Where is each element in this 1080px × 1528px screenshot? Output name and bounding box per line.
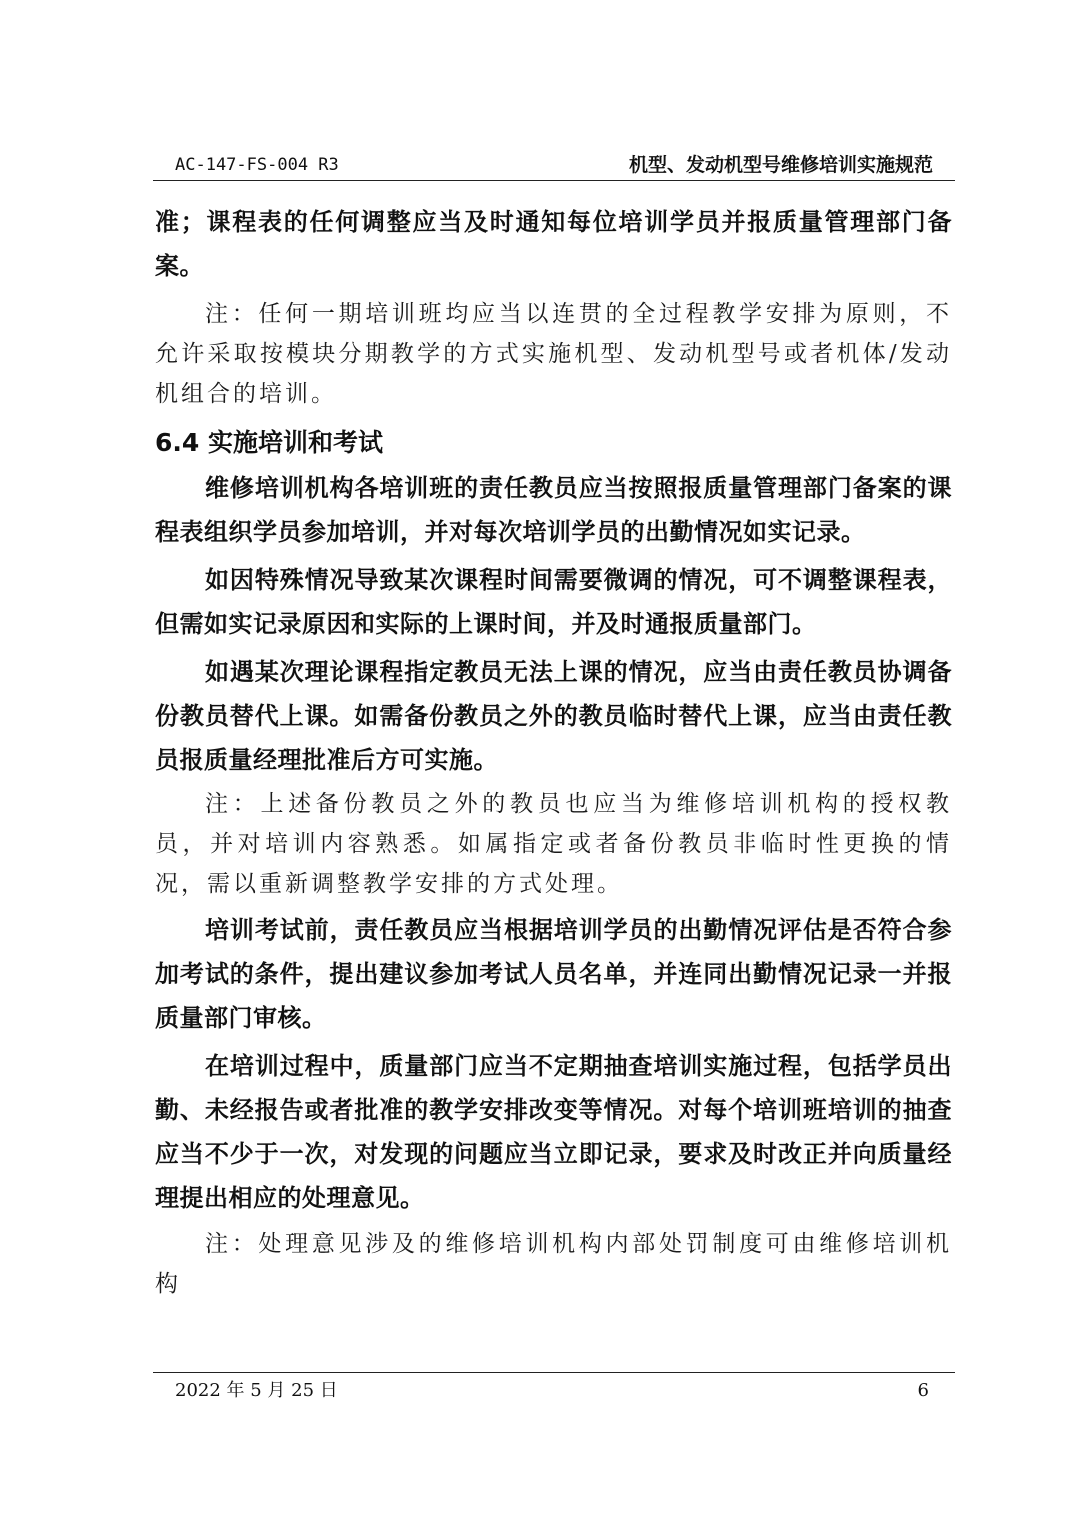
paragraph-continued: 准；课程表的任何调整应当及时通知每位培训学员并报质量管理部门备案。 [155, 208, 952, 280]
section-heading: 6.4 实施培训和考试 [155, 428, 383, 457]
note-paragraph: 注：处理意见涉及的维修培训机构内部处罚制度可由维修培训机构 [155, 1231, 952, 1297]
document-number: AC-147-FS-004 R3 [175, 155, 339, 175]
paragraph: 在培训过程中，质量部门应当不定期抽查培训实施过程，包括学员出勤、未经报告或者批准的教学安排改变等情况。对每个培训班培训的抽查应当不少于一次，对发现的问题应当立即记录，要求及时改正并向质量经理提出相应的处理意见。 [155, 1052, 952, 1212]
paragraph: 如遇某次理论课程指定教员无法上课的情况，应当由责任教员协调备份教员替代上课。如需备份教员之外的教员临时替代上课，应当由责任教员报质量经理批准后方可实施。 [155, 658, 952, 774]
paragraph: 维修培训机构各培训班的责任教员应当按照报质量管理部门备案的课程表组织学员参加培训，并对每次培训学员的出勤情况如实记录。 [155, 474, 952, 546]
page-number: 6 [917, 1380, 929, 1401]
note-paragraph: 注：上述备份教员之外的教员也应当为维修培训机构的授权教员，并对培训内容熟悉。如属指定或者备份教员非临时性更换的情况，需以重新调整教学安排的方式处理。 [155, 791, 952, 897]
header-rule [153, 180, 955, 181]
page-body [155, 200, 952, 1304]
page-header [153, 150, 955, 180]
footer-date: 2022 年 5 月 25 日 [175, 1380, 338, 1401]
footer-rule [153, 1372, 955, 1373]
document-title: 机型、发动机型号维修培训实施规范 [628, 154, 933, 176]
paragraph: 培训考试前，责任教员应当根据培训学员的出勤情况评估是否符合参加考试的条件，提出建议参加考试人员名单，并连同出勤情况记录一并报质量部门审核。 [155, 916, 952, 1032]
note-paragraph: 注：任何一期培训班均应当以连贯的全过程教学安排为原则，不允许采取按模块分期教学的方式实施机型、发动机型号或者机体/发动机组合的培训。 [155, 301, 952, 407]
page-footer [153, 1376, 955, 1406]
paragraph: 如因特殊情况导致某次课程时间需要微调的情况，可不调整课程表，但需如实记录原因和实际的上课时间，并及时通报质量部门。 [155, 566, 952, 638]
